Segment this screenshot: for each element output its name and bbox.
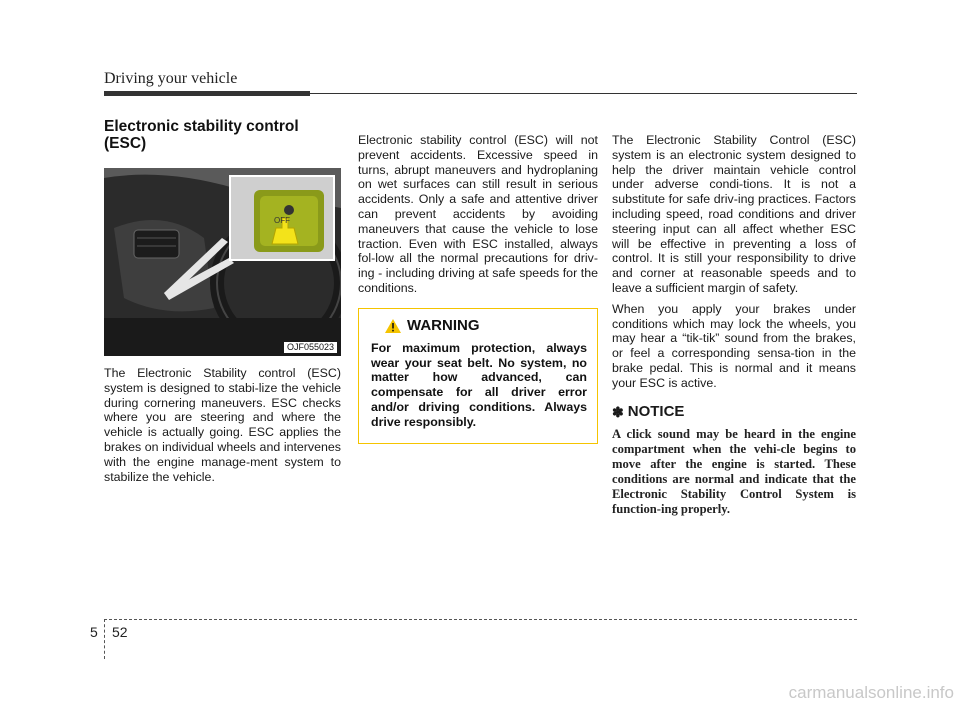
esc-brake-paragraph: When you apply your brakes under conditions which may lock the wheels, you may hear a “tik-tik” sound from the brakes, or feel a corresponding sensa-tion in the brake pedal. This is normal and it means your ESC is active. [612,301,856,390]
warning-title: WARNING [407,316,480,334]
warning-header [385,316,480,334]
header-rule-thin [310,93,857,94]
warning-text: For maximum protection, always wear your seat belt. No system, no matter how advanced, can compensate for all driver error and/or driving conditions. Always drive responsibly. [371,340,587,429]
footer-divider [104,619,105,659]
esc-heading: Electronic stability control (ESC) [104,118,299,152]
esc-dashboard-photo [104,168,341,356]
column-3 [612,133,856,517]
esc-description-paragraph: The Electronic Stability Control (ESC) system is an electronic system designed to help the driver maintain vehicle control under adverse condi-tions. It is not a substitute for safe driv-ing practices. Factors including speed, road conditions and driver steering input can all affect whether ESC will be effective in preventing a loss of control. It is still your responsibility to drive and corner at reasonable speeds and to leave a sufficient margin of safety. [612,133,856,295]
notice-text: A click sound may be heard in the engine compartment when the vehi-cle begins to move after the engine is started. These conditions are normal and indicate that the Electronic Stability Control System is function-ing properly. [612,427,856,517]
column-2 [358,133,598,444]
section-title: Driving your vehicle [104,70,238,87]
header-rule-thick [104,91,310,96]
esc-intro-paragraph: The Electronic Stability control (ESC) system is designed to stabi-lize the vehicle during cornering maneuvers. ESC checks where you are steering and where the vehicle is actually going. ESC applies the brakes on individual wheels and intervenes with the engine manage-ment system to stabilize the vehicle. [104,366,341,484]
chapter-number: 5 [90,624,98,640]
notice-asterisk-icon: ✽ [612,403,624,420]
warning-triangle-icon [385,319,401,333]
notice-title: NOTICE [627,402,685,420]
footer-rule [104,619,857,620]
watermark: carmanualsonline.info [788,683,954,702]
page-number: 52 [112,624,128,640]
esc-off-button-label: OFF [274,216,290,225]
warning-box [358,308,598,444]
esc-limits-paragraph: Electronic stability control (ESC) will not prevent accidents. Excessive speed in turns, abrupt maneuvers and hydroplaning on wet surfaces can still result in serious accidents. Only a safe and attentive driver can prevent accidents by avoiding maneuvers that cause the vehicle to lose traction. Even with ESC installed, always fol-low all the normal precautions for driv-ing - including driving at safe speeds for the conditions. [358,133,598,295]
column-1 [104,118,341,490]
dashboard-illustration [104,168,341,356]
image-code: OJF055023 [284,342,337,353]
notice-header [612,402,856,420]
